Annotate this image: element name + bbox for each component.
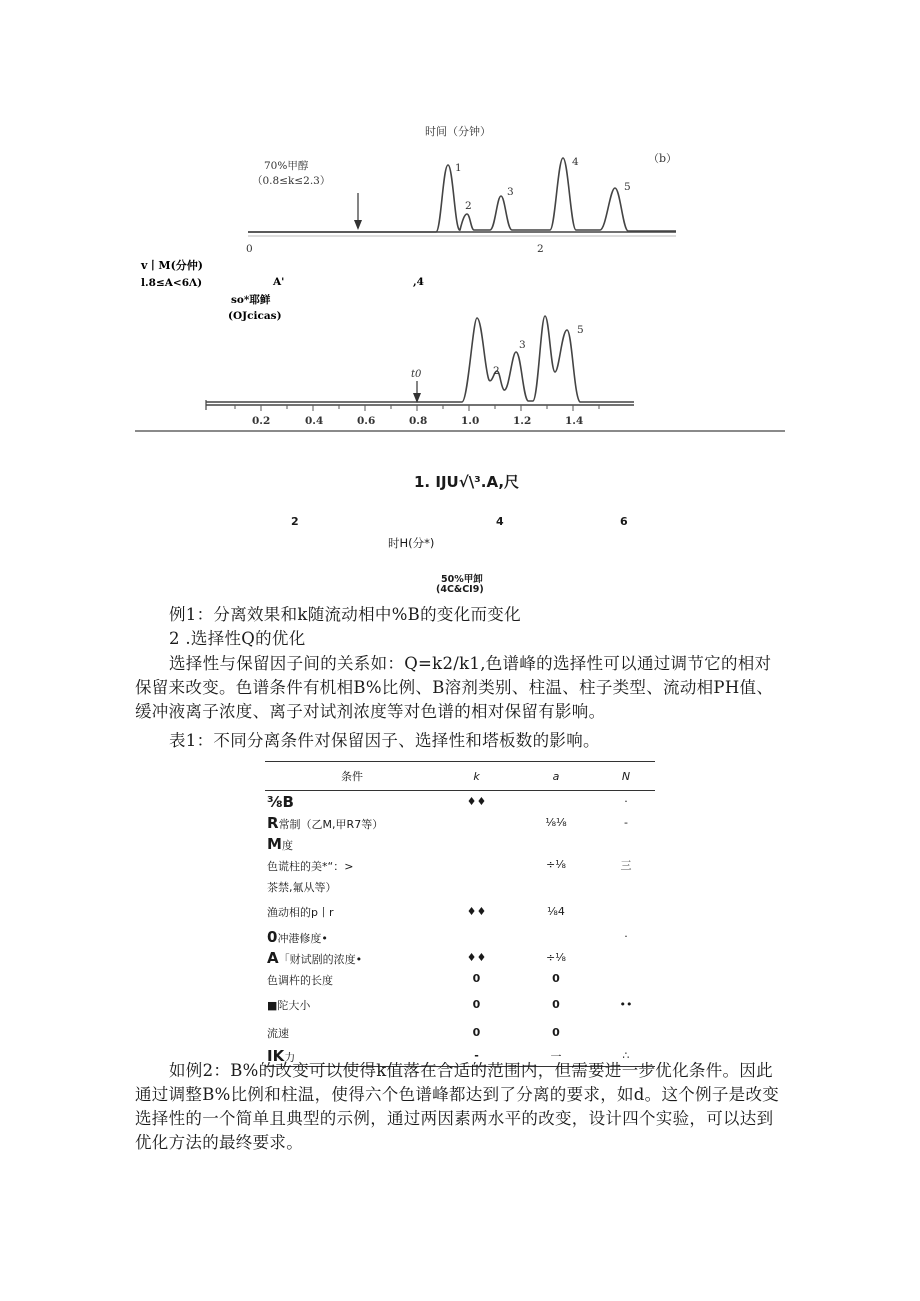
table-row [265, 812, 655, 833]
row-marker: M [267, 834, 282, 853]
row-n [597, 896, 655, 926]
paragraph-selectivity: 选择性与保留因子间的关系如：Q=k2/k1,色谱峰的选择性可以通过调节它的相对保留来改变。色谱条件有机相B%比例、B溶剂类别、柱温、柱子类型、流动相PH值、缓冲液离子浓度、离子对试剂浓度等对色谱的相对保留有影响。 [135, 654, 774, 721]
header-k: k [438, 762, 515, 791]
row-k [438, 926, 515, 947]
bottom-x-tick: 0.2 [252, 415, 271, 427]
bottom-peak-label-5: 5 [577, 324, 584, 336]
top-axis-title: 时间（分钟） [425, 125, 491, 138]
bottom-x-tick: 0.8 [409, 415, 428, 427]
conditions-table [265, 761, 655, 1067]
row-a: 一 [515, 1045, 597, 1067]
row-k [438, 833, 515, 854]
row-marker: IK [267, 1046, 285, 1065]
row-k [438, 854, 515, 875]
row-a [515, 833, 597, 854]
top-peak-label-3: 3 [507, 186, 514, 198]
row-a: ⅛4 [547, 904, 565, 918]
row-marker: R [267, 813, 279, 832]
table-row [265, 1019, 655, 1045]
row-condition: 茶禁,氟从等） [267, 880, 337, 894]
bottom-x-tick: 0.4 [305, 415, 324, 427]
row-a [515, 875, 597, 896]
side-label-4: (OJcicas) [228, 310, 282, 322]
row-a: 0 [552, 1025, 560, 1039]
row-n: · [624, 930, 628, 943]
top-chromatogram-trace [248, 158, 676, 232]
top-x-tick-2: 2 [537, 243, 544, 255]
row-k: 0 [472, 1025, 481, 1039]
row-n [597, 968, 655, 989]
row-n: 三 [620, 858, 632, 872]
row-k: 0 [472, 997, 481, 1011]
table-row [265, 833, 655, 854]
chromatogram-figure [0, 0, 920, 440]
bottom-chromatogram-trace [206, 316, 634, 402]
top-peak-label-2: 2 [465, 200, 472, 212]
figure-caption: 1. IJU√\³.A,尺 [414, 473, 520, 491]
top-condition-line1: 70%甲醇 [264, 160, 309, 172]
bottom-peak-label-3: 3 [519, 339, 526, 351]
row-n: •• [619, 997, 633, 1011]
row-a: ⅛⅛ [545, 816, 567, 829]
row-a: 0 [552, 997, 560, 1011]
paragraph-example2: 如例2：B%的改变可以使得k值落在合适的范围内，但需要进一步优化条件。因此通过调整B%比例和柱温，使得六个色谱峰都达到了分离的要求，如d。这个例子是改变选择性的一个简单且典型的示例，通过两因素两水平的改变，设计四个实验，可以达到优化方法的最终要求。 [135, 1061, 780, 1152]
header-condition: 条件 [265, 762, 438, 791]
row-condition: 力 [284, 1050, 296, 1064]
table-caption: 表1：不同分离条件对保留因子、选择性和塔板数的影响。 [169, 731, 600, 750]
row-k: - [438, 1045, 515, 1067]
row-a: ÷⅛ [546, 951, 566, 964]
row-marker: ⅜B [267, 792, 294, 811]
row-condition: 渔动相的p丨r [267, 906, 334, 919]
row-condition: 流速 [267, 1027, 289, 1040]
table-row [265, 854, 655, 875]
top-peak-label-4: 4 [572, 156, 579, 168]
table-row [265, 875, 655, 896]
top-x-tick-0: 0 [246, 243, 253, 255]
ticks-row-2: 2 [291, 515, 299, 528]
side-label-2: l.8≤A<6Λ) [141, 277, 203, 289]
top-peak-label-1: 1 [455, 162, 462, 174]
row-n [597, 1019, 655, 1045]
row-condition: 色调杵的长度 [267, 973, 333, 987]
row-a [515, 791, 597, 813]
row-condition: 「财试剧的浓度• [278, 952, 363, 966]
row-k [438, 875, 515, 896]
row-n [597, 833, 655, 854]
top-peak-label-5: 5 [624, 181, 631, 193]
row-n: - [624, 816, 628, 829]
row-marker: 0 [267, 927, 278, 946]
bottom-t0-label: t0 [411, 369, 422, 380]
side-label-mark-a: A' [273, 276, 285, 288]
table-header-row [265, 762, 655, 791]
row-k: ♦♦ [466, 795, 487, 808]
condition2-line1: 50%甲卸 [441, 574, 483, 585]
bottom-x-tick: 1.0 [461, 415, 480, 427]
row-condition: 常制（乙M,甲R7等） [278, 817, 384, 831]
row-a [515, 926, 597, 947]
table-row [265, 947, 655, 968]
row-condition: 冲港修度• [277, 931, 328, 945]
top-panel-label: （b） [648, 152, 678, 165]
top-condition-line2: （0.8≤k≤2.3） [252, 175, 331, 187]
header-n: N [597, 762, 655, 791]
top-t0-arrow-head [354, 220, 362, 230]
row-condition: 度 [281, 838, 293, 852]
bottom-peak-label-2: 2 [493, 365, 500, 377]
side-label-mark-4: ,4 [413, 276, 424, 288]
row-a: 0 [552, 972, 560, 985]
ticks-row-4: 4 [496, 515, 504, 528]
table-row [265, 989, 655, 1019]
bottom-minor-ticks [235, 405, 599, 411]
ticks-row-6: 6 [620, 515, 628, 528]
table-row [265, 926, 655, 947]
row-marker: A [267, 948, 279, 967]
row-k: 0 [472, 972, 481, 985]
table-row [265, 791, 655, 813]
bottom-x-tick: 1.4 [565, 415, 584, 427]
side-label-3: so*耶鲜 [231, 294, 271, 306]
bottom-x-tick: 1.2 [513, 415, 532, 427]
bottom-x-tick: 0.6 [357, 415, 376, 427]
condition2-line2: (4C&CI9) [436, 584, 484, 595]
row-n [597, 875, 655, 896]
row-n: ∴ [597, 1045, 655, 1067]
time-label: 时H(分*) [388, 536, 435, 550]
row-n [597, 947, 655, 968]
row-k: ♦♦ [466, 904, 487, 918]
row-condition: 色谎柱的美*“：> [267, 859, 354, 873]
table-row [265, 896, 655, 926]
example1-text: 例1：分离效果和k随流动相中%B的变化而变化 [169, 605, 521, 624]
section-heading-2: 2 .选择性Q的优化 [169, 629, 306, 648]
row-a: ÷⅛ [546, 858, 566, 871]
table-row [265, 968, 655, 989]
row-k: ♦♦ [466, 951, 487, 964]
row-condition: ■陀大小 [267, 999, 311, 1012]
header-a: a [515, 762, 597, 791]
side-label-1: v丨M(分仲) [141, 259, 203, 272]
row-n: · [624, 795, 628, 808]
row-k [438, 812, 515, 833]
